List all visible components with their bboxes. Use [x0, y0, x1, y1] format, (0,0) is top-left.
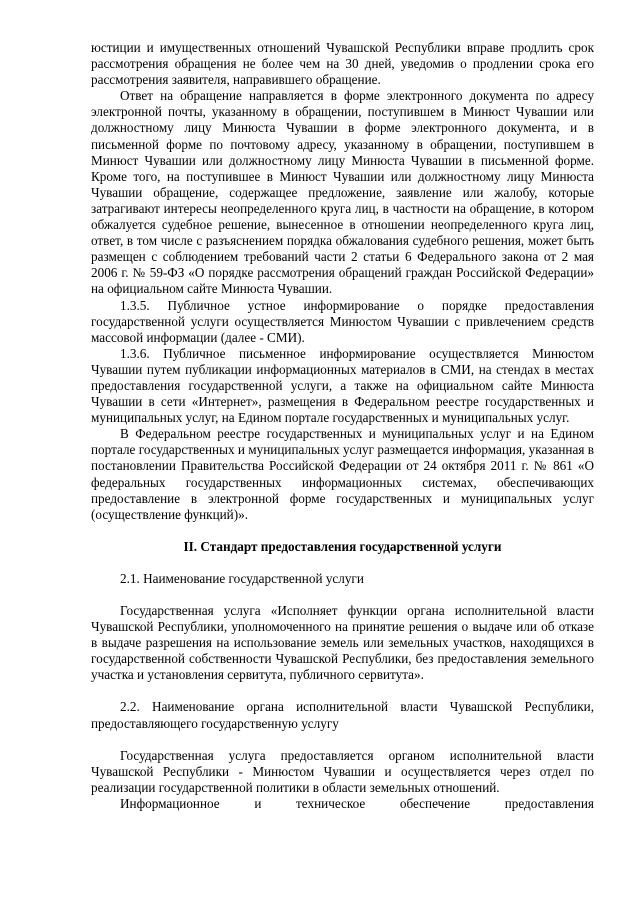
paragraph-1-3-5: 1.3.5. Публичное устное информирование о порядке предоставления государственной услуги осуществляется Минюстом Чувашии с привлечением средств массовой информации (далее - СМИ).: [91, 297, 594, 345]
item-2-2-continuation: Информационное и техническое обеспечение предоставления: [120, 795, 594, 811]
spacer: [91, 732, 594, 748]
paragraph-1-3-6: 1.3.6. Публичное письменное информирование осуществляется Минюстом Чувашии путем публикации информационных материалов в СМИ, на стендах в местах предоставления государственной услуги, а также на официальном сайте Минюста Чувашии в сети «Интернет», размещения в Федеральном реестре государственных и муниципальных услуг, на Едином портале государственных и муниципальных услуг.: [91, 345, 594, 426]
paragraph-extension-of-term: юстиции и имущественных отношений Чувашской Республики вправе продлить срок рассмотрения обращения не более чем на 30 дней, уведомив о продлении срока его рассмотрения заявителя, направившего обращение.: [91, 40, 594, 88]
section-heading: II. Стандарт предоставления государственной услуги: [183, 538, 502, 554]
item-2-1-title: 2.1. Наименование государственной услуги: [120, 570, 364, 586]
spacer: [91, 587, 594, 603]
item-2-1-text: Государственная услуга «Исполняет функции органа исполнительной власти Чувашской Республики, уполномоченного на принятие решения о выдаче или об отказе в выдаче разрешения на использование земель или земельных участков, находящихся в государственной собственности Чувашской Республики, без предоставления земельного участка и установления сервитута, публичного сервитута».: [91, 603, 594, 683]
paragraph-federal-registry: В Федеральном реестре государственных и муниципальных услуг и на Едином портале государственных и муниципальных услуг размещается информация, указанная в постановлении Правительства Российской Федерации от 24 октября 2011 г. № 861 «О федеральных государственных информационных системах, обеспечивающих предоставление в электронной форме государственных и муниципальных услуг (осуществление функций)».: [91, 426, 594, 522]
item-2-2-text: Государственная услуга предоставляется органом исполнительной власти Чувашской Республики - Минюстом Чувашии и осуществляется через отдел по реализации государственной политики в области земельных отношений.: [91, 747, 594, 795]
spacer: [91, 683, 594, 699]
paragraph-response-to-appeal: Ответ на обращение направляется в форме электронного документа по адресу электронной почты, указанному в обращении, поступившем в Минюст Чувашии или должностному лицу Минюста Чувашии в форме электронного документа, и в письменной форме по почтовому адресу, указанному в обращении, поступившем в Минюст Чувашии или должностному лицу Минюста Чувашии в письменной форме. Кроме того, на поступившее в Минюст Чувашии или должностному лицу Минюста Чувашии обращение, содержащее предложение, заявление или жалобу, которые затрагивают интересы неопределенного круга лиц, в частности на обращение, в котором обжалуется судебное решение, вынесенное в отношении неопределенного круга лиц, ответ, в том числе с разъяснением порядка обжалования судебного решения, может быть размещен с соблюдением требований части 2 статьи 6 Федерального закона от 2 мая 2006 г. № 59-ФЗ «О порядке рассмотрения обращений граждан Российской Федерации» на официальном сайте Минюста Чувашии.: [91, 88, 594, 297]
spacer: [91, 555, 594, 571]
item-2-2-title: 2.2. Наименование органа исполнительной власти Чувашской Республики, предоставляющего государственную услугу: [91, 699, 594, 731]
spacer: [91, 523, 594, 539]
